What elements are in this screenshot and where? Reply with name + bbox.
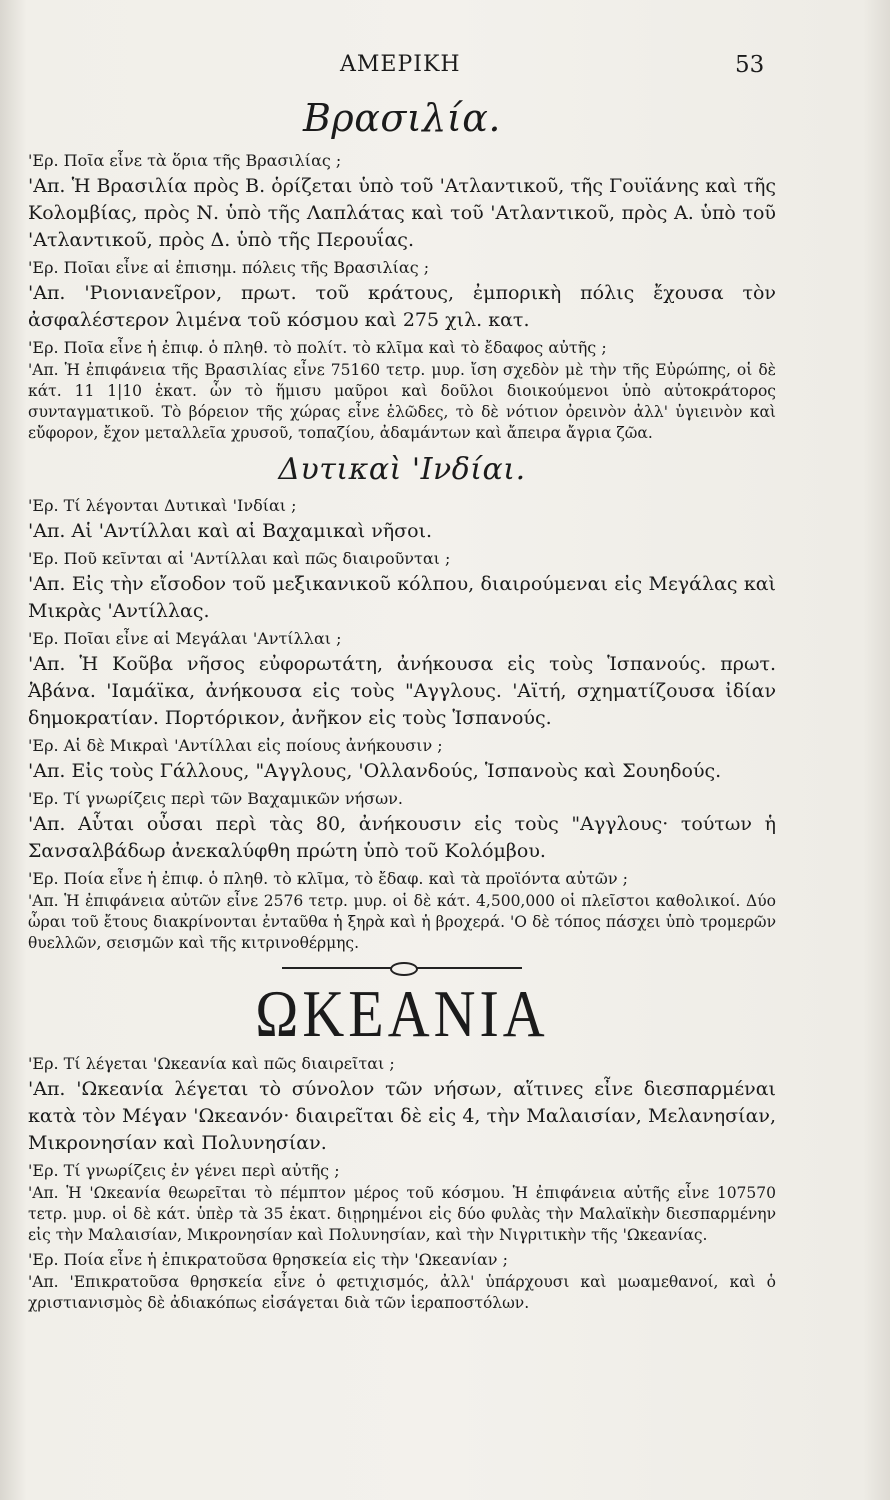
section-title-west-indies: Δυτικαὶ 'Ινδίαι. [278,452,526,487]
section-oceania [28,976,776,1314]
question: 'Ερ. Αἱ δὲ Μικραὶ 'Αντίλλαι εἰς ποίους ἀνήκουσιν ; [28,736,443,755]
page-number: 53 [735,52,765,78]
answer: 'Απ. Ἡ ἐπιφάνεια τῆς Βρασιλίας εἶνε 75160 τετρ. μυρ. ἴση σχεδὸν μὲ τὴν τῆς Εὐρώπης, οἱ δὲ κάτ. 11 1|10 ἑκατ. ὧν τὸ ἥμισυ μαῦροι καὶ δοῦλοι διοικούμενοι ὑπὸ αὐτοκράτορος συνταγματικοῦ. Τὸ βόρειον τῆς χώρας εἶνε ἑλῶδες, τὸ δὲ νότιον ὀρεινὸν ἀλλ' ὑγιεινὸν καὶ εὔφορον, ἔχον μεταλλεῖα χρυσοῦ, τοπαζίου, ἀδαμάντων καὶ ἄπειρα ἄγρια ζῶα. [28,361,776,442]
answer: 'Απ. Ἡ Βρασιλία πρὸς Β. ὁρίζεται ὑπὸ τοῦ 'Ατλαντικοῦ, τῆς Γουϊάνης καὶ τῆς Κολομβίας, πρὸς Ν. ὑπὸ τῆς Λαπλάτας καὶ τοῦ 'Ατλαντικοῦ, πρὸς Α. ὑπὸ τοῦ 'Ατλαντικοῦ, πρὸς Δ. ὑπὸ τῆς Περουΐας. [28,175,776,251]
section-title-brazil: Βρασιλία. [303,96,501,140]
question: 'Ερ. Τί λέγεται 'Ωκεανία καὶ πῶς διαιρεῖται ; [28,1054,395,1073]
section-west-indies [28,452,776,954]
answer: 'Απ. Αἱ 'Αντίλλαι καὶ αἱ Βαχαμικαὶ νῆσοι. [28,520,433,542]
answer: 'Απ. Ἡ Κοῦβα νῆσος εὐφορωτάτη, ἀνήκουσα εἰς τοὺς Ἱσπανούς. πρωτ. Ἁβάνα. 'Ιαμάϊκα, ἀνήκουσα εἰς τοὺς "Αγγλους. 'Αϊτή, σχηματίζουσα ἰδίαν δημοκρατίαν. Πορτόρικον, ἀνῆκον εἰς τοὺς Ἱσπανούς. [28,653,776,729]
answer: 'Απ. Ἡ ἐπιφάνεια αὐτῶν εἶνε 2576 τετρ. μυρ. οἱ δὲ κάτ. 4,500,000 οἱ πλεῖστοι καθολικοί. Δύο ὧραι τοῦ ἔτους διακρίνονται ἐνταῦθα ἡ ξηρὰ καὶ ἡ βροχερά. 'Ο δὲ τόπος πάσχει ὑπὸ τρομερῶν θυελλῶν, σεισμῶν καὶ τῆς κιτρινοθέρμης. [28,892,776,952]
answer: 'Απ. Αὗται οὖσαι περὶ τὰς 80, ἀνήκουσιν εἰς τοὺς "Αγγλους· τούτων ἡ Σανσαλβάδωρ ἀνεκαλύφθη πρώτη ὑπὸ τοῦ Κολόμβου. [28,813,776,862]
question: 'Ερ. Ποῦ κεῖνται αἱ 'Αντίλλαι καὶ πῶς διαιροῦνται ; [28,549,451,568]
question: 'Ερ. Ποῖαι εἶνε αἱ ἐπισημ. πόλεις τῆς Βρασιλίας ; [28,258,430,277]
question: 'Ερ. Τί λέγονται Δυτικαὶ 'Ινδίαι ; [28,496,297,515]
question: 'Ερ. Τί γνωρίζεις περὶ τῶν Βαχαμικῶν νήσων. [28,789,403,808]
question: 'Ερ. Ποία εἶνε ἡ ἐπικρατοῦσα θρησκεία εἰς τὴν 'Ωκεανίαν ; [28,1250,508,1269]
running-head-title: ΑΜΕΡΙΚΗ [340,52,461,77]
question: 'Ερ. Ποία εἶνε ἡ ἐπιφ. ὁ πληθ. τὸ κλῖμα, τὸ ἔδαφ. καὶ τὰ προϊόντα αὐτῶν ; [28,869,629,888]
running-head [0,52,890,82]
answer: 'Απ. 'Ωκεανία λέγεται τὸ σύνολον τῶν νήσων, αἵτινες εἶνε διεσπαρμέναι κατὰ τὸν Μέγαν 'Ωκεανόν· διαιρεῖται δὲ εἰς 4, τὴν Μαλαισίαν, Μελανησίαν, Μικρονησίαν καὶ Πολυνησίαν. [28,1078,776,1154]
section-title-oceania: ΩΚΕΑΝΙΑ [255,976,549,1051]
question: 'Ερ. Τί γνωρίζεις ἐν γένει περὶ αὐτῆς ; [28,1161,340,1180]
answer: 'Απ. Εἰς τὴν εἴσοδον τοῦ μεξικανικοῦ κόλπου, διαιρούμεναι εἰς Μεγάλας καὶ Μικρὰς 'Αντίλλας. [28,573,776,622]
answer: 'Απ. Εἰς τοὺς Γάλλους, "Αγγλους, 'Ολλανδούς, Ἱσπανοὺς καὶ Σουηδούς. [28,760,722,782]
question: 'Ερ. Ποῖαι εἶνε αἱ Μεγάλαι 'Αντίλλαι ; [28,629,342,648]
decorative-rule [282,962,522,974]
answer: 'Απ. 'Επικρατοῦσα θρησκεία εἶνε ὁ φετιχισμός, ἀλλ' ὑπάρχουσι καὶ μωαμεθανοί, καὶ ὁ χριστιανισμὸς δὲ ἀδιακόπως εἰσάγεται διὰ τῶν ἱεραποστόλων. [28,1273,776,1312]
question: 'Ερ. Ποῖα εἶνε ἡ ἐπιφ. ὁ πληθ. τὸ πολίτ. τὸ κλῖμα καὶ τὸ ἔδαφος αὐτῆς ; [28,338,607,357]
answer: 'Απ. 'Ριονιανεῖρον, πρωτ. τοῦ κράτους, ἐμπορικὴ πόλις ἔχουσα τὸν ἀσφαλέστερον λιμένα τοῦ κόσμου καὶ 275 χιλ. κατ. [28,282,776,331]
section-brazil [28,96,776,444]
answer: 'Απ. Ἡ 'Ωκεανία θεωρεῖται τὸ πέμπτον μέρος τοῦ κόσμου. Ἡ ἐπιφάνεια αὐτῆς εἶνε 107570 τετρ. μυρ. οἱ δὲ κάτ. ὑπὲρ τὰ 35 ἑκατ. διῃρημένοι εἰς δύο φυλὰς τὴν Μαλαϊκὴν διεσπαρμένην εἰς τὴν Μαλαισίαν, Μικρονησίαν καὶ Πολυνησίαν, καὶ τὴν Νιγριτικὴν τῆς 'Ωκεανίας. [28,1184,776,1244]
page-content [28,96,776,1317]
question: 'Ερ. Ποῖα εἶνε τὰ ὅρια τῆς Βρασιλίας ; [28,151,342,170]
